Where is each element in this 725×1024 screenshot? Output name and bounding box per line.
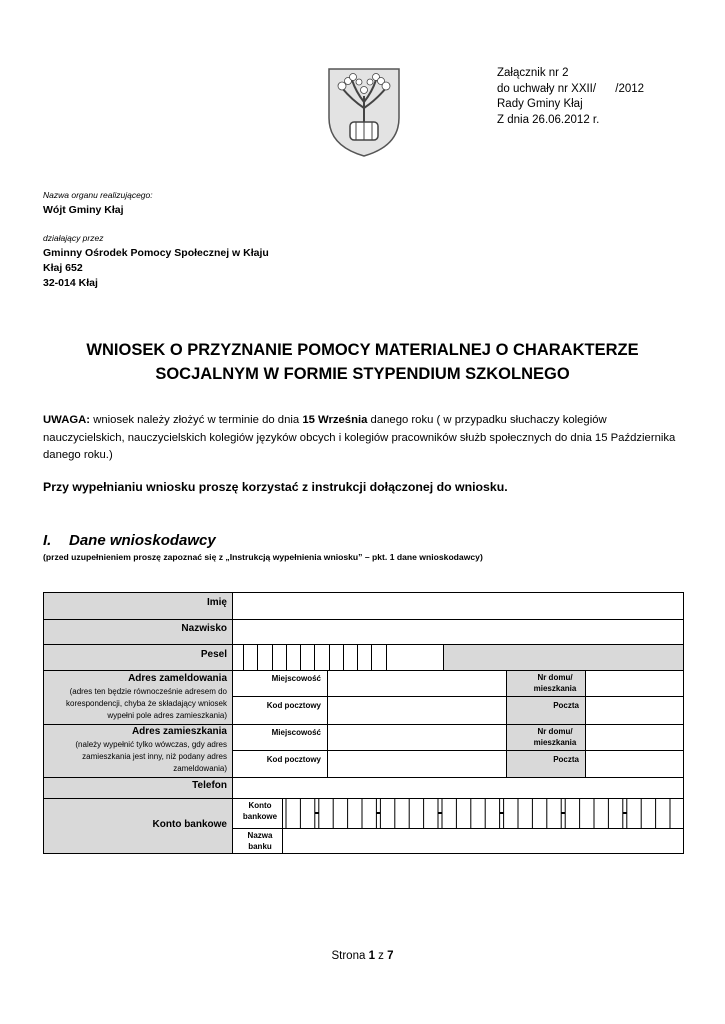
section-number: I. [43,532,52,549]
nazwisko-input[interactable] [232,619,684,645]
adres-zameldowania-label: Adres zameldowania [128,673,227,684]
nr-domu-2-label: Nr domu/ mieszkania [533,727,577,747]
nazwa-banku-label: Nazwa banku [247,831,273,851]
organ-address-2: 32-014 Kłaj [43,277,98,289]
nr-domu-2-input[interactable] [585,724,684,751]
poczta-1-label: Poczta [553,701,579,710]
imie-input[interactable] [232,592,684,620]
nr-domu-1-input[interactable] [585,670,684,697]
title-line-1: WNIOSEK O PRZYZNANIE POMOCY MATERIALNEJ O CHARAKTERZE [86,341,639,359]
footer-total: 7 [387,950,394,962]
organ-label: Nazwa organu realizującego: [43,190,153,200]
imie-label: Imię [206,597,227,608]
coat-of-arms-emblem [326,66,402,158]
poczta-2-input[interactable] [585,750,684,778]
miejscowosc-1-label: Miejscowość [271,674,321,683]
organ-via-label: działający przez [43,233,104,243]
nazwisko-label: Nazwisko [181,623,227,634]
page-footer [0,950,725,962]
annex-line-4: Z dnia 26.06.2012 r. [497,113,600,126]
section-title: Dane wnioskodawcy [69,532,216,549]
instruction-note: Przy wypełnianiu wniosku proszę korzystać z instrukcji dołączonej do wniosku. [43,480,508,494]
organ-center-name: Gminny Ośrodek Pomocy Społecznej w Kłaju [43,247,269,259]
kod-pocztowy-1-input[interactable] [327,696,507,725]
poczta-1-input[interactable] [585,696,684,725]
adres-zamieszkania-label: Adres zamieszkania [131,726,227,737]
notice-date: 15 Września [302,414,368,426]
footer-page: 1 [368,950,375,962]
annex-line-2: do uchwały nr XXII/ /2012 [497,82,645,95]
account-digit-grid [282,798,684,829]
miejscowosc-1-input[interactable] [327,670,507,697]
adres-zamieszkania-note: (należy wypełnić tylko wówczas, gdy adres zamieszkania jest inny, niż podany adres zameldowania) [75,740,227,773]
annex-info [497,66,644,128]
miejscowosc-2-label: Miejscowość [271,728,321,737]
telefon-input[interactable] [232,777,684,799]
section-subtitle: (przed uzupełnieniem proszę zapoznać się z „Instrukcją wypełnienia wniosku” – pkt. 1 dane wnioskodawcy) [43,552,483,562]
organ-name: Wójt Gminy Kłaj [43,204,124,216]
notice-text-1: wniosek należy złożyć w terminie do dnia [90,414,303,426]
kod-pocztowy-2-label: Kod pocztowy [266,755,321,764]
annex-line-1: Załącznik nr 2 [497,67,569,79]
footer-mid: z [374,950,388,962]
notice-label: UWAGA: [43,414,91,426]
miejscowosc-2-input[interactable] [327,724,507,751]
pesel-digit-grid [243,644,454,671]
title-line-2: SOCJALNYM W FORMIE STYPENDIUM SZKOLNEGO [155,365,570,383]
document-title [60,338,665,386]
kod-pocztowy-2-input[interactable] [327,750,507,778]
applicant-form [43,592,684,854]
notice-paragraph [43,412,683,465]
bank-name-input[interactable] [282,828,684,854]
organ-address-1: Kłaj 652 [43,262,83,274]
pesel-label: Pesel [200,649,227,660]
pesel-filler [443,644,684,671]
notice-text-2: danego roku ( w przypadku słuchaczy kolegiów nauczycielskich, nauczycielskich kolegiów języków obcych i kolegiów pracowników służb społecznych do dnia 15 Października danego roku.) [43,414,676,461]
konto-bankowe-label: Konto bankowe [152,819,227,830]
poczta-2-label: Poczta [553,755,579,764]
konto-bankowe-sub-label: Konto bankowe [242,801,278,821]
nr-domu-1-label: Nr domu/ mieszkania [533,673,577,693]
adres-zameldowania-note: (adres ten będzie równocześnie adresem do korespondencji, chyba że składający wniosek wypełni pole adres zamieszkania) [66,687,227,720]
telefon-label: Telefon [192,780,227,791]
kod-pocztowy-1-label: Kod pocztowy [266,701,321,710]
annex-line-3: Rady Gminy Kłaj [497,98,583,110]
footer-prefix: Strona [331,950,369,962]
section-heading [43,532,216,549]
